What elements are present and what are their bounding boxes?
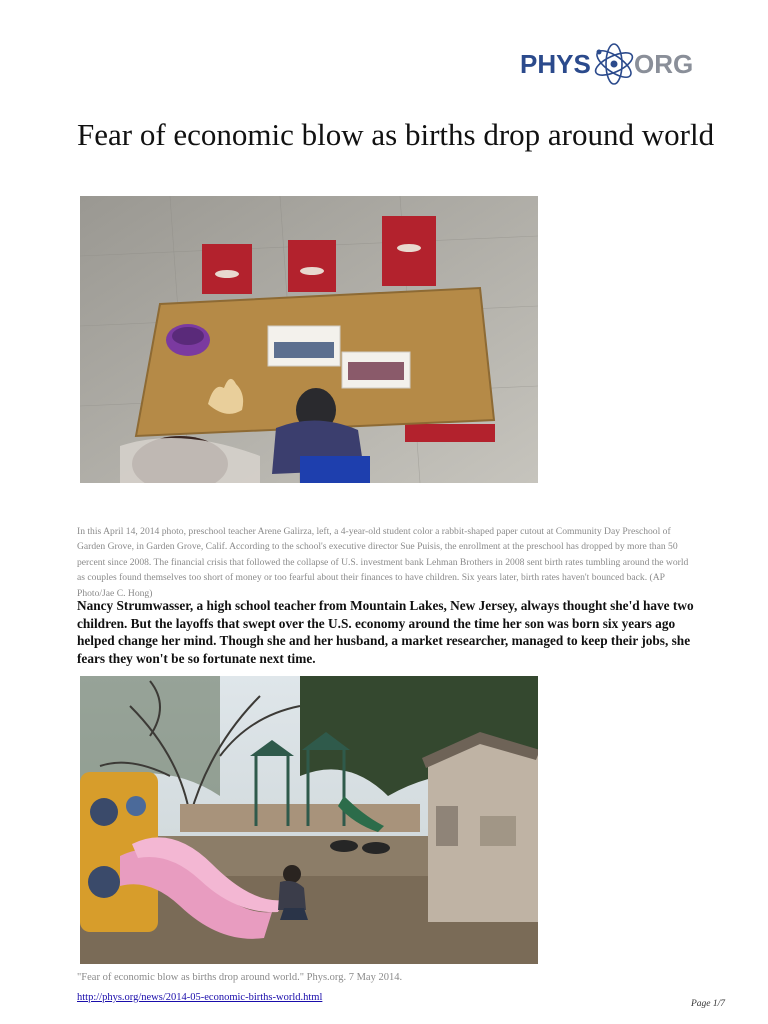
logo-text-left: PHYS [520, 49, 591, 79]
article-citation: "Fear of economic blow as births drop around world." Phys.org. 7 May 2014. [77, 972, 403, 983]
photo-caption: In this April 14, 2014 photo, preschool teacher Arene Galirza, left, a 4-year-old student color a rabbit-shaped paper cutout at Community Day Preschool of Garden Grove, in Garden Grove, Calif. According to the school's executive director Sue Puisis, the enrollment at the preschool has dropped by more than 50 percent since 2008. The financial crisis that followed the collapse of U.S. investment bank Lehman Brothers in 2008 sent birth rates tumbling around the world as couples found themselves too short of money or too fearful about their finances to have children. Six years later, birth rates haven't bounced back. (AP Photo/Jae C. Hong) [77, 526, 689, 599]
atom-icon [592, 44, 635, 84]
playground-photo [80, 676, 538, 964]
phys-org-logo [520, 40, 700, 90]
article-lead-paragraph: Nancy Strumwasser, a high school teacher from Mountain Lakes, New Jersey, always thought she'd have two children. But the layoffs that swept over the U.S. economy around the time her son was born six years ago helped change her mind. Though she and her husband, a market researcher, managed to keep their jobs, she fears they won't be so fortunate next time. [77, 598, 694, 666]
page-number: Page 1/7 [690, 999, 725, 1009]
article-source-link[interactable]: http://phys.org/news/2014-05-economic-births-world.html [77, 992, 323, 1003]
logo-text-right: ORG [634, 49, 694, 79]
article-title: Fear of economic blow as births drop around world [77, 117, 715, 152]
classroom-photo [80, 196, 538, 483]
